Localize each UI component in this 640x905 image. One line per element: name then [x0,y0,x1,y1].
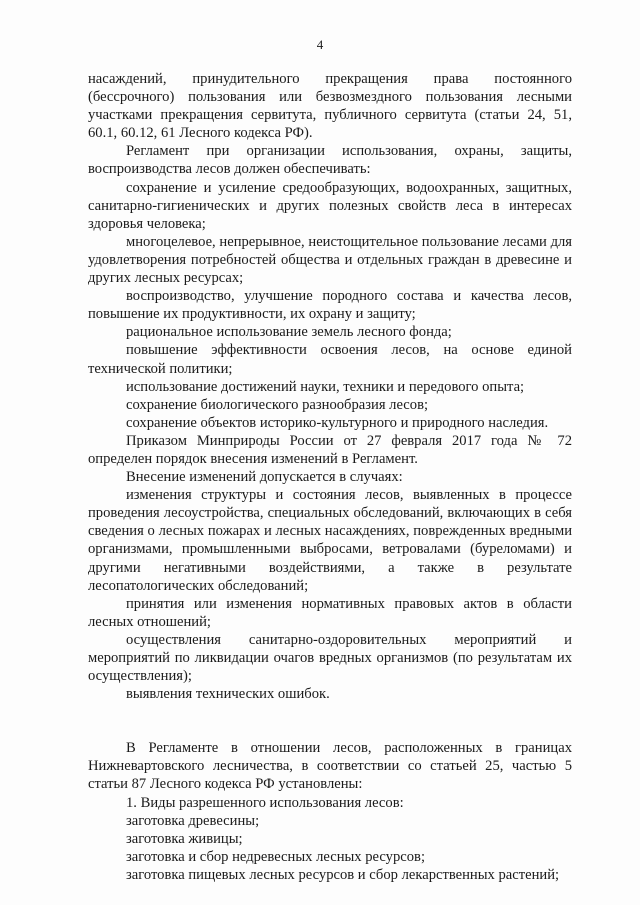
paragraph: 1. Виды разрешенного использования лесов: [126,794,404,811]
paragraph: сохранение и усиление средообразующих, водоохранных, защитных, санитарно-гигиенических и других полезных свойств леса в интересах здоровья человека; [88,179,572,232]
paragraph: рациональное использование земель лесного фонда; [126,324,452,341]
paragraph: многоцелевое, непрерывное, неистощительное пользование лесами для удовлетворения потребностей общества и отдельных граждан в древесине и других лесных ресурсах; [88,233,572,287]
paragraph: использование достижений науки, техники и передового опыта; [126,378,525,395]
section-before [88,70,572,703]
paragraph: заготовка и сбор недревесных лесных ресурсов; [126,848,425,865]
paragraph: осуществления санитарно-оздоровительных мероприятий и мероприятий по ликвидации очагов вредных организмов (по результатам их осуществления); [88,631,572,685]
paragraph: насаждений, принудительного прекращения права постоянного (бессрочного) пользования или безвозмездного пользования лесными участками прекращения сервитута, публичного сервитута (статьи 24, 51, 60.1, 60.12, 61 Лесного кодекса РФ). [88,71,572,142]
paragraph: воспроизводство, улучшение породного состава и качества лесов, повышение их продуктивности, их охрану и защиту; [88,288,572,323]
paragraph: Приказом Минприроды России от 27 февраля 2017 года № 72 определен порядок внесения изменений в Регламент. [88,432,572,467]
paragraph: сохранение объектов историко-культурного и природного наследия. [126,414,549,431]
paragraph: выявления технических ошибок. [126,686,330,703]
paragraph: заготовка живицы; [126,830,243,847]
document-body [88,70,572,884]
paragraph: заготовка древесины; [126,812,260,829]
page-number: 4 [316,37,324,52]
paragraph: В Регламенте в отношении лесов, расположенных в границах Нижневартовского лесничества, в соответствии со статьей 25, частью 5 статьи 87 Лесного кодекса РФ установлены: [88,740,572,793]
paragraph: повышение эффективности освоения лесов, на основе единой технической политики; [88,342,572,377]
paragraph-gap [88,703,572,739]
paragraph: заготовка пищевых лесных ресурсов и сбор лекарственных растений; [126,866,560,883]
paragraph: сохранение биологического разнообразия лесов; [126,396,429,413]
paragraph: Внесение изменений допускается в случаях: [126,469,403,486]
paragraph: Регламент при организации использования, охраны, защиты, воспроизводства лесов должен обеспечивать: [88,143,572,178]
paragraph: изменения структуры и состояния лесов, выявленных в процессе проведения лесоустройства, специальных обследований, включающих в себя сведения о лесных пожарах и лесных насаждениях, поврежденных вредными организмами, промышленными выбросами, ветровалами (буреломами) и другими негативными воздействиями, а также в результате лесопатологических обследований; [88,487,572,594]
paragraph: принятия или изменения нормативных правовых актов в области лесных отношений; [88,595,572,630]
section-after [88,739,572,884]
